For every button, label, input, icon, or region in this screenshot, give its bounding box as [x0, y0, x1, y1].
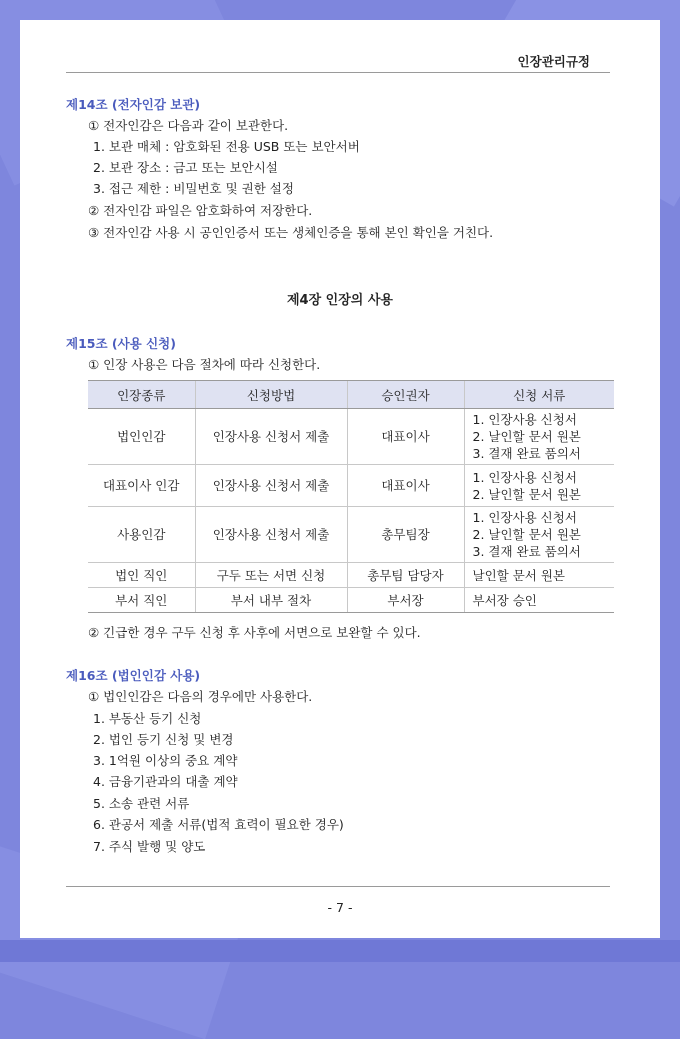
footer-divider: [66, 886, 610, 887]
list-item: 3. 1억원 이상의 중요 계약: [93, 753, 238, 768]
document-item: 2. 날인할 문서 원본: [472, 527, 581, 542]
document-item: 2. 날인할 문서 원본: [472, 486, 581, 502]
table-row: [88, 465, 614, 507]
list-item: 5. 소송 관련 서류: [93, 796, 190, 811]
seal-type-cell: 부서 직인: [88, 588, 195, 613]
article-15-title: 제15조 (사용 신청): [66, 336, 176, 351]
article-14-clause-1: ① 전자인감은 다음과 같이 보관한다.: [88, 118, 289, 133]
documents-cell: [464, 409, 614, 465]
article-16-title: 제16조 (법인인감 사용): [66, 668, 201, 683]
method-cell: 인장사용 신청서 제출: [195, 507, 347, 563]
document-item: 날인할 문서 원본: [472, 567, 565, 583]
article-15-clause-1: ① 인장 사용은 다음 절차에 따라 신청한다.: [88, 357, 321, 372]
document-header-title: 인장관리규정: [517, 54, 590, 69]
document-item: 2. 날인할 문서 원본: [472, 429, 581, 444]
approver-cell: 대표이사: [347, 465, 464, 507]
document-item: 1. 인장사용 신청서: [472, 469, 577, 485]
seal-usage-table: [88, 380, 614, 613]
method-cell: 부서 내부 절차: [195, 588, 347, 613]
approver-cell: 총무팀장: [347, 507, 464, 563]
page-number: - 7 -: [327, 900, 353, 915]
article-15-clause-2: ② 긴급한 경우 구두 신청 후 사후에 서면으로 보완할 수 있다.: [88, 625, 421, 640]
document-page: [20, 20, 660, 938]
header-divider: [66, 72, 610, 73]
method-cell: 인장사용 신청서 제출: [195, 409, 347, 465]
method-cell: 인장사용 신청서 제출: [195, 465, 347, 507]
column-header: 승인권자: [347, 381, 464, 409]
documents-cell: [464, 507, 614, 563]
list-item: 7. 주식 발행 및 양도: [93, 839, 206, 854]
table-row: [88, 507, 614, 563]
seal-type-cell: 대표이사 인감: [88, 465, 195, 507]
seal-type-cell: 법인 직인: [88, 563, 195, 588]
column-header: 인장종류: [88, 381, 195, 409]
list-item: 1. 보관 매체 : 암호화된 전용 USB 또는 보안서버: [93, 139, 360, 154]
documents-cell: [464, 563, 614, 588]
list-item: 3. 접근 제한 : 비밀번호 및 권한 설정: [93, 181, 294, 196]
method-cell: 구두 또는 서면 신청: [195, 563, 347, 588]
table-row: [88, 588, 614, 613]
approver-cell: 부서장: [347, 588, 464, 613]
list-item: 1. 부동산 등기 신청: [93, 711, 202, 726]
article-14-clause-2: ② 전자인감 파일은 암호화하여 저장한다.: [88, 203, 313, 218]
document-item: 3. 결재 완료 품의서: [472, 544, 581, 559]
document-item: 1. 인장사용 신청서: [472, 510, 577, 525]
table-row: [88, 563, 614, 588]
column-header: 신청방법: [195, 381, 347, 409]
article-14-clause-3: ③ 전자인감 사용 시 공인인증서 또는 생체인증을 통해 본인 확인을 거친다.: [88, 225, 494, 240]
article-14-title: 제14조 (전자인감 보관): [66, 97, 201, 112]
list-item: 2. 보관 장소 : 금고 또는 보안시설: [93, 160, 278, 175]
document-item: 부서장 승인: [472, 592, 537, 608]
document-item: 3. 결재 완료 품의서: [472, 446, 581, 461]
table-row: [88, 409, 614, 465]
document-item: 1. 인장사용 신청서: [472, 412, 577, 427]
documents-cell: [464, 465, 614, 507]
approver-cell: 대표이사: [347, 409, 464, 465]
list-item: 6. 관공서 제출 서류(법적 효력이 필요한 경우): [93, 817, 344, 832]
list-item: 2. 법인 등기 신청 및 변경: [93, 732, 234, 747]
documents-cell: [464, 588, 614, 613]
article-16-clause-1: ① 법인인감은 다음의 경우에만 사용한다.: [88, 689, 313, 704]
seal-type-cell: 법인인감: [88, 409, 195, 465]
seal-type-cell: 사용인감: [88, 507, 195, 563]
approver-cell: 총무팀 담당자: [347, 563, 464, 588]
bottom-band: [0, 940, 680, 962]
table-header-row: [88, 381, 614, 409]
list-item: 4. 금융기관과의 대출 계약: [93, 774, 238, 789]
chapter-title: 제4장 인장의 사용: [286, 293, 393, 308]
column-header: 신청 서류: [464, 381, 614, 409]
